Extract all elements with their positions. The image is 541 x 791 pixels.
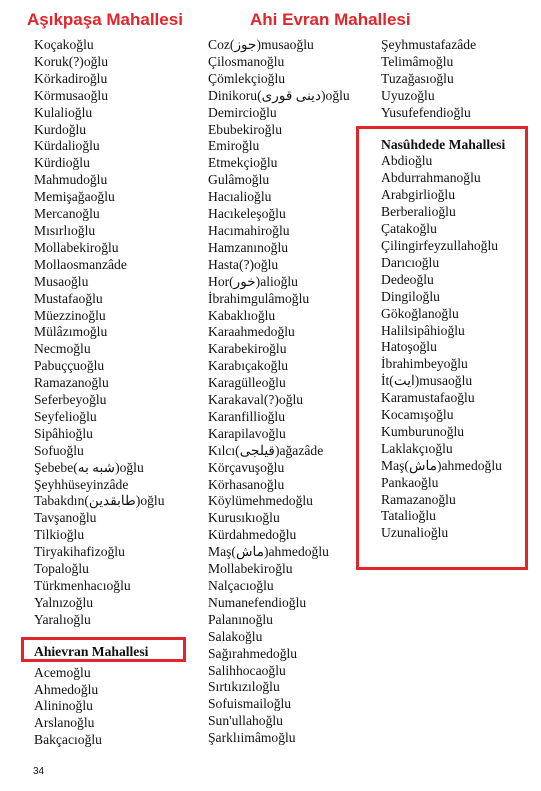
list-item: Karabekiroğlu <box>208 341 287 357</box>
page-number: 34 <box>33 766 45 777</box>
list-item: Karamustafaoğlu <box>381 390 475 406</box>
list-item: Çatakoğlu <box>381 221 437 237</box>
list-item: Emiroğlu <box>208 138 260 154</box>
list-item: Şeyhmustafazâde <box>381 37 477 52</box>
list-item: Alininoğlu <box>34 698 93 714</box>
list-item: Yusufefendioğlu <box>381 104 471 120</box>
list-item: Bakçacıoğlu <box>34 732 102 748</box>
list-item: Koçakoğlu <box>34 37 94 52</box>
list-item: Uzunalioğlu <box>381 525 449 541</box>
list-item: Hacımahiroğlu <box>208 222 290 238</box>
list-item: Kumburunoğlu <box>381 423 465 439</box>
list-item: Tatalioğlu <box>381 508 436 524</box>
list-item: Dingiloğlu <box>381 288 440 304</box>
list-item: Salihhocaoğlu <box>208 662 286 678</box>
list-item: Sun'ullahoğlu <box>208 713 283 729</box>
column-middle <box>208 37 350 747</box>
list-item: Körçavuşoğlu <box>208 459 285 475</box>
list-item: Şarklıimâmoğlu <box>208 730 296 746</box>
list-item: Kürdalioğlu <box>34 138 100 154</box>
list-item: Mollabekiroğlu <box>208 561 293 577</box>
list-item: Mollaosmanzâde <box>34 256 127 272</box>
list-item: Karaahmedoğlu <box>208 324 295 340</box>
list-item: Hacıalioğlu <box>208 189 272 205</box>
list-item: Maş(ماش)ahmedoğlu <box>381 457 502 473</box>
list-item: Musaoğlu <box>34 273 89 289</box>
list-item: Sofuismailoğlu <box>208 696 292 712</box>
list-item: Gulâmoğlu <box>208 172 270 188</box>
list-item: Çilingirfeyzullahoğlu <box>381 237 499 253</box>
list-item: Gökoğlanoğlu <box>381 305 459 321</box>
list-item: Maş(ماش)ahmedoğlu <box>208 544 329 560</box>
list-item: Kurusıkıoğlu <box>208 510 280 526</box>
list-item: İt(ايت)musaoğlu <box>381 373 473 389</box>
list-item: Kürdahmedoğlu <box>208 527 297 543</box>
list-item: İbrahimgulâmoğlu <box>208 290 310 306</box>
list-item: Kocamışoğlu <box>381 407 454 423</box>
list-item: Pankaoğlu <box>381 474 439 490</box>
list-item: Çilosmanoğlu <box>208 53 285 69</box>
list-item: Körmusaoğlu <box>34 87 109 103</box>
list-item: Numanefendioğlu <box>208 594 307 610</box>
list-item: Ebubekiroğlu <box>208 121 282 137</box>
list-item: Hatoşoğlu <box>381 339 437 355</box>
heading-ahi-evran: Ahi Evran Mahallesi <box>250 10 411 29</box>
list-item: Darıcıoğlu <box>381 254 440 270</box>
list-item: Çömlekçioğlu <box>208 70 286 86</box>
list-item: Körhasanoğlu <box>208 476 285 492</box>
list-item: Berberalioğlu <box>381 204 456 220</box>
name-list <box>381 37 505 122</box>
list-item: Sağırahmedoğlu <box>208 645 298 661</box>
list-item: Ramazanoğlu <box>34 375 109 391</box>
list-item: Yaralıoğlu <box>34 611 91 627</box>
list-item: Mercanoğlu <box>34 206 100 222</box>
list-item: Necmoğlu <box>34 341 91 357</box>
list-item: Karabıçakoğlu <box>208 358 289 374</box>
list-item: Türkmenhacıoğlu <box>34 578 131 593</box>
list-item: Pabuççuoğlu <box>34 358 105 374</box>
list-item: Kulalioğlu <box>34 104 93 120</box>
subheading-ahievran: Ahievran Mahallesi <box>34 643 149 659</box>
highlight-box-ahievran <box>21 637 186 662</box>
heading-asikpasa: Aşıkpaşa Mahallesi <box>27 10 183 29</box>
list-item: Demircioğlu <box>208 104 277 120</box>
name-list <box>208 37 350 747</box>
list-item: Halilsipâhioğlu <box>381 322 465 338</box>
list-item: Hamzanınoğlu <box>208 239 289 255</box>
list-item: Dedeoğlu <box>381 271 434 287</box>
list-item: Hacıkeleşoğlu <box>208 206 286 222</box>
list-item: Seyfelioğlu <box>34 408 97 424</box>
list-item: Nalçacıoğlu <box>208 578 274 593</box>
list-item: Müezzinoğlu <box>34 307 106 323</box>
list-item: Dinikoru(دينى قورى)oğlu <box>208 87 350 103</box>
list-item: Kabaklıoğlu <box>208 307 276 323</box>
list-item: Karanfillioğlu <box>208 408 286 424</box>
name-list <box>34 37 165 629</box>
list-item: Hor(خور)alioğlu <box>208 273 298 289</box>
list-item: Körkadiroğlu <box>34 70 108 86</box>
list-item: Yalnızoğlu <box>34 594 94 610</box>
list-item: Koruk(?)oğlu <box>34 53 108 69</box>
list-item: Coz(جوز)musaoğlu <box>208 37 314 52</box>
list-item: Karapilavoğlu <box>208 425 286 441</box>
list-item: Tiryakihafizoğlu <box>34 544 125 560</box>
list-item: Şebebe(شبه به)oğlu <box>34 459 144 475</box>
list-item: Kurdoğlu <box>34 121 87 137</box>
list-item: Laklakçıoğlu <box>381 440 453 456</box>
name-list <box>34 665 165 750</box>
list-item: Tavşanoğlu <box>34 510 97 526</box>
list-item: Seferbeyoğlu <box>34 392 107 408</box>
list-item: Uyuzoğlu <box>381 87 435 103</box>
list-item: Etmekçioğlu <box>208 155 278 171</box>
list-item: Arslanoğlu <box>34 715 95 731</box>
list-item: Sofuoğlu <box>34 442 84 458</box>
list-item: Köylümehmedoğlu <box>208 493 313 509</box>
highlight-box-nasuhdede <box>356 126 528 570</box>
list-item: Abdioğlu <box>381 153 433 169</box>
list-item: Mahmudoğlu <box>34 172 108 188</box>
list-item: Hasta(?)oğlu <box>208 256 279 272</box>
list-item: Kürdioğlu <box>34 155 90 171</box>
list-item: Karagülleoğlu <box>208 375 286 391</box>
list-item: Palanınoğlu <box>208 611 273 627</box>
list-item: Sırtıkızıloğlu <box>208 679 280 695</box>
list-item: Kılcı(قيلجى)ağazâde <box>208 442 324 458</box>
list-item: Tabakdın(طابقدين)oğlu <box>34 493 165 509</box>
list-item: Memişağaoğlu <box>34 189 115 205</box>
list-item: Topaloğlu <box>34 561 89 577</box>
subheading-nasuhdede: Nasûhdede Mahallesi <box>381 136 506 152</box>
list-item: Salakoğlu <box>208 628 263 644</box>
list-item: Mısırlıoğlu <box>34 222 96 238</box>
list-item: Tilkioğlu <box>34 527 85 543</box>
list-item: Abdurrahmanoğlu <box>381 170 481 186</box>
list-item: Arabgirlioğlu <box>381 187 455 203</box>
list-item: Mollabekiroğlu <box>34 239 119 255</box>
list-item: Mülâzımoğlu <box>34 324 108 340</box>
list-item: Ahmedoğlu <box>34 681 99 697</box>
list-item: Telimâmoğlu <box>381 53 454 69</box>
list-item: İbrahimbeyoğlu <box>381 356 468 372</box>
list-item: Mustafaoğlu <box>34 290 103 306</box>
list-item: Sipâhioğlu <box>34 425 93 441</box>
list-item: Karakaval(?)oğlu <box>208 392 304 408</box>
list-item: Ramazanoğlu <box>381 491 456 507</box>
list-item: Tuzağasıoğlu <box>381 70 454 86</box>
list-item: Şeyhhüseyinzâde <box>34 476 129 492</box>
list-item: Acemoğlu <box>34 664 91 680</box>
